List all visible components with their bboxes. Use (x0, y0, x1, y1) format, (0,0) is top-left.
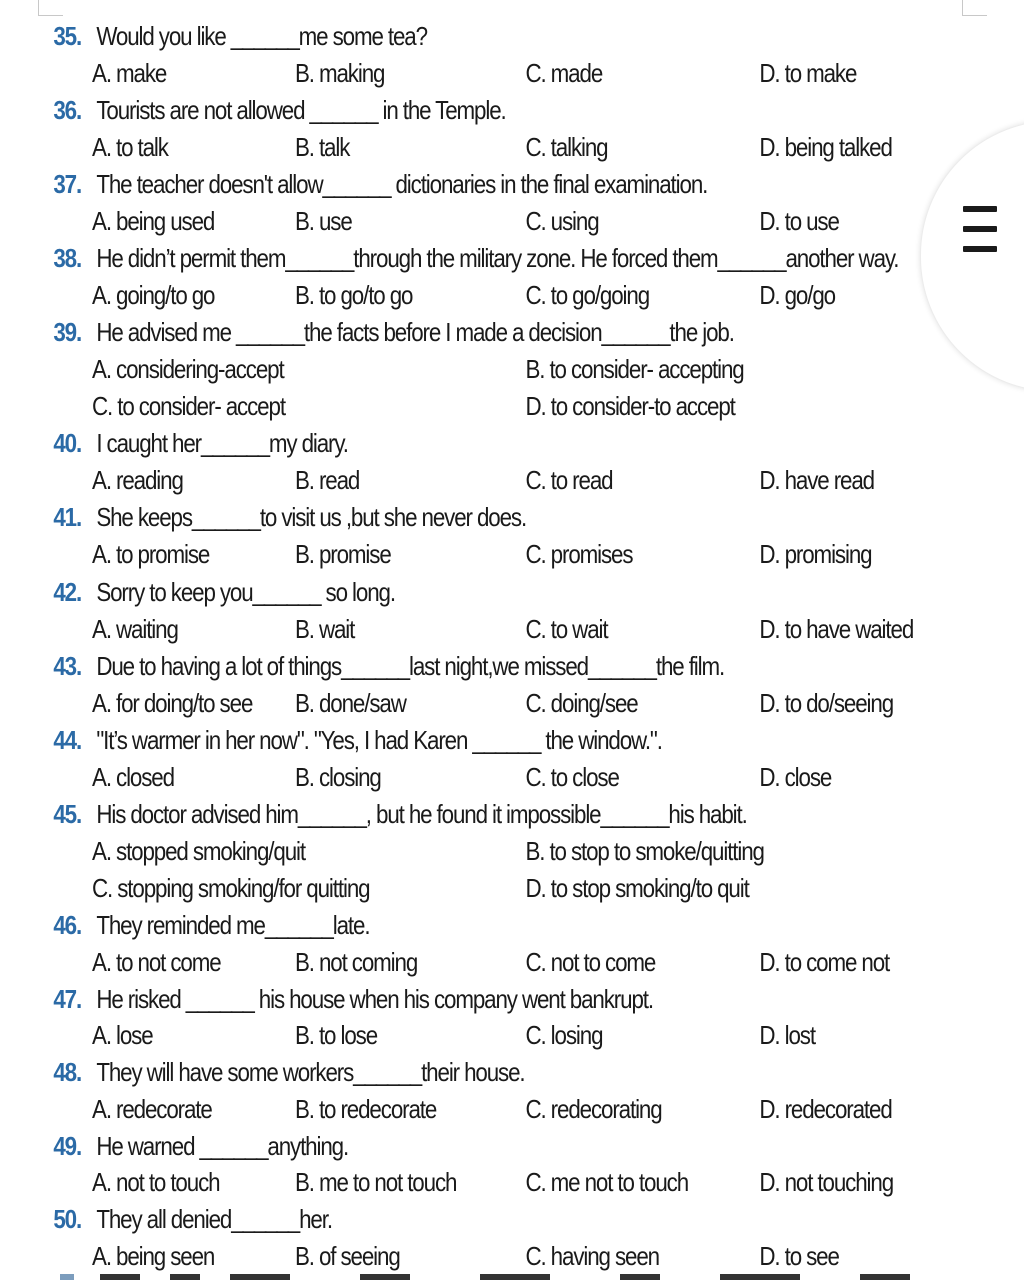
option-d: D. close (759, 762, 832, 792)
question-text: He warned ______anything. (96, 1131, 349, 1161)
option-b: B. not coming (294, 947, 418, 977)
option-c: C. talking (525, 132, 608, 162)
option-b: B. wait (294, 614, 355, 644)
option-b: B. making (294, 58, 385, 88)
option-c: C. to wait (525, 614, 608, 644)
question-text: They will have some workers______their house. (96, 1057, 525, 1087)
option-b: B. to redecorate (294, 1094, 437, 1124)
option-a: A. for doing/to see (92, 688, 253, 718)
question-text: She keeps______to visit us ,but she never does. (96, 502, 527, 532)
option-c: C. to go/going (525, 280, 650, 310)
option-a: A. lose (92, 1020, 153, 1050)
question-number: 37. (53, 169, 82, 199)
option-b: B. done/saw (294, 688, 406, 718)
option-b: B. of seeing (294, 1241, 400, 1271)
option-a: A. considering-accept (92, 354, 284, 384)
option-d: D. to use (759, 206, 839, 236)
option-a: A. to talk (92, 132, 168, 162)
option-c: C. losing (525, 1020, 603, 1050)
option-a: A. redecorate (92, 1094, 212, 1124)
option-d: D. to consider-to accept (525, 391, 735, 421)
option-d: D. have read (759, 465, 874, 495)
next-line-cut-off (60, 1274, 960, 1280)
option-a: A. stopped smoking/quit (92, 836, 305, 866)
option-b: B. to consider- accepting (525, 354, 744, 384)
option-b: B. to go/to go (294, 280, 413, 310)
option-c: C. stopping smoking/for quitting (92, 873, 370, 903)
option-d: D. to see (759, 1241, 839, 1271)
option-b: B. me to not touch (294, 1167, 457, 1197)
option-a: A. make (92, 58, 167, 88)
question-number: 48. (53, 1057, 82, 1087)
question-number: 38. (53, 243, 82, 273)
option-a: A. going/to go (92, 280, 215, 310)
question-number: 39. (53, 317, 82, 347)
option-a: A. closed (92, 762, 174, 792)
option-d: D. redecorated (759, 1094, 892, 1124)
option-b: B. use (294, 206, 352, 236)
question-number: 46. (53, 910, 82, 940)
option-d: D. to do/seeing (759, 688, 894, 718)
option-a: A. being seen (92, 1241, 215, 1271)
question-number: 36. (53, 95, 82, 125)
option-c: C. using (525, 206, 599, 236)
option-d: D. lost (759, 1020, 815, 1050)
question-text: He advised me ______the facts before I made a decision______the job. (96, 317, 734, 347)
question-text: I caught her______my diary. (96, 428, 348, 458)
option-d: D. promising (759, 539, 872, 569)
option-c: C. made (525, 58, 603, 88)
option-d: D. being talked (759, 132, 892, 162)
question-text: Tourists are not allowed ______ in the Temple. (96, 95, 506, 125)
question-number: 47. (53, 984, 82, 1014)
option-a: A. to not come (92, 947, 221, 977)
option-d: D. not touching (759, 1167, 894, 1197)
menu-icon[interactable] (963, 206, 997, 256)
question-number: 50. (53, 1204, 82, 1234)
question-number: 42. (53, 577, 82, 607)
option-c: C. doing/see (525, 688, 638, 718)
option-a: A. being used (92, 206, 215, 236)
question-text: Due to having a lot of things______last night,we missed______the film. (96, 651, 725, 681)
question-text: They all denied______her. (96, 1204, 332, 1234)
option-a: A. reading (92, 465, 183, 495)
question-text: The teacher doesn't allow______ dictionaries in the final examination. (96, 169, 708, 199)
option-a: A. to promise (92, 539, 210, 569)
question-number: 40. (53, 428, 82, 458)
option-d: D. to stop smoking/to quit (525, 873, 749, 903)
question-text: They reminded me______late. (96, 910, 370, 940)
option-c: C. not to come (525, 947, 656, 977)
option-c: C. having seen (525, 1241, 659, 1271)
option-b: B. to stop to smoke/quitting (525, 836, 764, 866)
option-c: C. to close (525, 762, 619, 792)
option-b: B. read (294, 465, 360, 495)
question-number: 41. (53, 502, 82, 532)
option-c: C. me not to touch (525, 1167, 689, 1197)
option-b: B. talk (294, 132, 350, 162)
question-number: 45. (53, 799, 82, 829)
question-text: Sorry to keep you______ so long. (96, 577, 395, 607)
option-a: A. waiting (92, 614, 178, 644)
option-d: D. to have waited (759, 614, 914, 644)
option-b: B. to lose (294, 1020, 378, 1050)
option-c: C. to read (525, 465, 613, 495)
option-c: C. to consider- accept (92, 391, 285, 421)
question-text: He didn’t permit them______through the military zone. He forced them______another way. (96, 243, 899, 273)
option-b: B. promise (294, 539, 391, 569)
option-d: D. go/go (759, 280, 835, 310)
option-a: A. not to touch (92, 1167, 220, 1197)
question-text: Would you like ______me some tea? (96, 21, 427, 51)
option-b: B. closing (294, 762, 381, 792)
option-c: C. redecorating (525, 1094, 662, 1124)
question-number: 44. (53, 725, 82, 755)
option-d: D. to make (759, 58, 857, 88)
question-number: 35. (53, 21, 82, 51)
question-number: 49. (53, 1131, 82, 1161)
option-d: D. to come not (759, 947, 890, 977)
question-text: His doctor advised him______, but he found it impossible______his habit. (96, 799, 747, 829)
question-text: He risked ______ his house when his company went bankrupt. (96, 984, 653, 1014)
question-text: "It’s warmer in her now". "Yes, I had Karen ______ the window.". (96, 725, 662, 755)
question-number: 43. (53, 651, 82, 681)
option-c: C. promises (525, 539, 633, 569)
